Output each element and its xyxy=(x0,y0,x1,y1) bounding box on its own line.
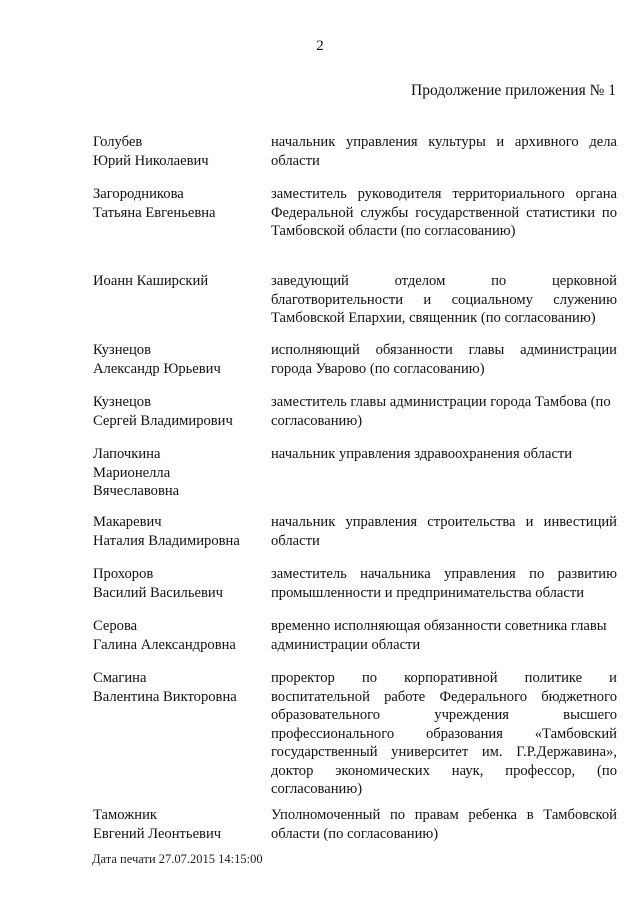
member-surname: Макаревич xyxy=(93,514,162,530)
member-surname: Таможник xyxy=(93,807,157,823)
member-position: заместитель начальника управления по развитию промышленности и предпринимательства области xyxy=(271,566,617,601)
member-name xyxy=(93,565,263,602)
member-given-name: Татьяна Евгеньевна xyxy=(93,204,216,221)
member-given-name: Галина Александровна xyxy=(93,636,236,653)
member-given-name: Александр Юрьевич xyxy=(93,360,221,377)
member-surname: Загородникова xyxy=(93,186,184,202)
member-given-name: Юрий Николаевич xyxy=(93,152,209,169)
member-name xyxy=(93,617,263,654)
member-surname: Иоанн Каширский xyxy=(93,273,209,289)
member-given-name: Марионелла xyxy=(93,464,171,481)
member-surname: Смагина xyxy=(93,670,147,686)
member-position: начальник управления строительства и инвестиций области xyxy=(271,514,617,549)
member-position: заведующий отделом по церковной благотворительности и социальному служению Тамбовской Епархии, священник (по согласованию) xyxy=(271,273,617,326)
member-surname: Серова xyxy=(93,618,138,634)
member-surname: Кузнецов xyxy=(93,394,151,410)
member-name xyxy=(93,393,263,430)
member-position: начальник управления культуры и архивного дела области xyxy=(271,134,617,169)
member-name xyxy=(93,272,263,291)
member-position: заместитель руководителя территориального органа Федеральной службы государственной статистики по Тамбовской области (по согласованию) xyxy=(271,186,617,239)
member-name xyxy=(93,133,263,170)
member-patronymic: Вячеславовна xyxy=(93,483,180,499)
member-given-name: Евгений Леонтьевич xyxy=(93,825,222,842)
member-name xyxy=(93,445,263,501)
member-surname: Лапочкина xyxy=(93,446,161,462)
member-name xyxy=(93,513,263,550)
member-surname: Прохоров xyxy=(93,566,154,582)
member-given-name: Сергей Владимирович xyxy=(93,412,233,429)
page-number: 2 xyxy=(316,38,324,54)
member-position: заместитель главы администрации города Тамбова (по согласованию) xyxy=(271,394,611,429)
member-given-name: Наталия Владимировна xyxy=(93,532,240,549)
member-position: исполняющий обязанности главы администрации города Уварово (по согласованию) xyxy=(271,342,617,377)
print-date: Дата печати 27.07.2015 14:15:00 xyxy=(92,852,263,866)
member-position: временно исполняющая обязанности советника главы администрации области xyxy=(271,618,607,653)
member-position: начальник управления здравоохранения области xyxy=(271,446,573,462)
member-surname: Голубев xyxy=(93,134,143,150)
appendix-continuation-title: Продолжение приложения № 1 xyxy=(411,82,616,99)
member-name xyxy=(93,341,263,378)
member-position: Уполномоченный по правам ребенка в Тамбовской области (по согласованию) xyxy=(271,807,617,842)
member-given-name: Василий Васильевич xyxy=(93,584,224,601)
member-name xyxy=(93,669,263,706)
member-surname: Кузнецов xyxy=(93,342,151,358)
member-given-name: Валентина Викторовна xyxy=(93,688,237,705)
member-position: проректор по корпоративной политике и воспитательной работе Федерального бюджетного образовательного учреждения высшего профессионального образования «Тамбовский государственный университет им. Г.Р.Державина», доктор экономических наук, профессор, (по согласованию) xyxy=(271,670,617,797)
member-name xyxy=(93,185,263,222)
member-name xyxy=(93,806,263,843)
